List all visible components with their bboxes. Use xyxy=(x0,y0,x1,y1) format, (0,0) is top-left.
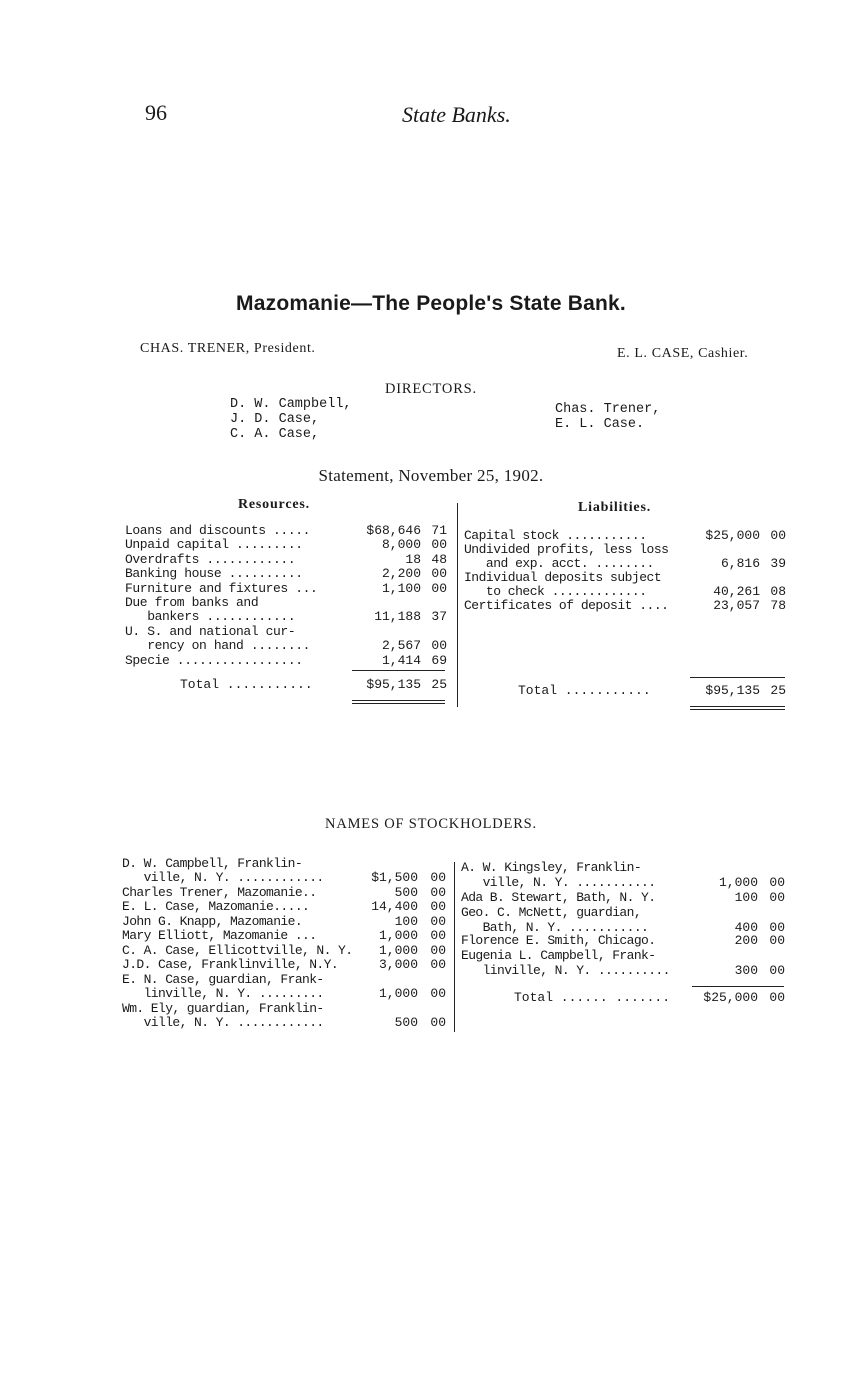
resource-row xyxy=(125,537,303,552)
liability-row xyxy=(464,528,647,543)
directors-right-list xyxy=(555,402,660,432)
resources-total-double-rule xyxy=(352,700,445,701)
stockholder-row-cents: 00 xyxy=(430,1015,446,1030)
stockholder-row-cents: 00 xyxy=(430,914,446,929)
stockholder-row xyxy=(122,899,309,914)
stockholder-row-dollars: 1,000 xyxy=(378,943,418,958)
resource-row-label: rency on hand ........ xyxy=(125,638,311,654)
stockholder-row xyxy=(122,1001,324,1016)
resource-row-cents: 00 xyxy=(431,580,447,596)
resource-row-dollars: 1,414 xyxy=(381,652,421,668)
liability-row-dollars: 40,261 xyxy=(713,584,760,599)
stockholder-row-label: Eugenia L. Campbell, Frank- xyxy=(461,948,656,963)
stockholder-row-dollars: $1,500 xyxy=(371,870,418,885)
liabilities-total-double-rule xyxy=(690,709,785,710)
liabilities-total-dollars: $95,135 xyxy=(705,683,760,698)
liability-row-label: Individual deposits subject xyxy=(464,570,662,585)
resource-row-dollars: 11,188 xyxy=(374,609,421,625)
stockholders-total-label: Total ...... ....... xyxy=(514,990,671,1005)
resources-total-rule xyxy=(352,670,445,671)
stockholder-row-label: Bath, N. Y. ........... xyxy=(461,920,649,935)
stockholder-row xyxy=(122,972,324,987)
resource-row-dollars: 1,100 xyxy=(381,580,421,596)
liabilities-total-double-rule xyxy=(690,706,785,707)
liability-row-cents: 08 xyxy=(770,584,786,599)
stockholder-row-dollars: 500 xyxy=(394,1015,418,1030)
stockholder-row-label: E. L. Case, Mazomanie..... xyxy=(122,899,310,914)
resource-row-cents: 00 xyxy=(431,566,447,582)
liabilities-total-label: Total ........... xyxy=(518,683,651,698)
stockholder-row-cents: 00 xyxy=(430,957,446,972)
resource-row-dollars: 2,567 xyxy=(381,638,421,654)
stockholder-row-label: D. W. Campbell, Franklin- xyxy=(122,856,303,871)
stockholder-row xyxy=(122,928,316,943)
stockholder-row xyxy=(461,860,641,875)
stockholder-row-label: Mary Elliott, Mazomanie ... xyxy=(122,928,317,943)
stockholder-row-label: ville, N. Y. ............ xyxy=(122,1015,324,1030)
directors-heading: DIRECTORS. xyxy=(385,381,477,397)
stockholders-column-divider xyxy=(454,862,455,1032)
stockholders-total-dollars: $25,000 xyxy=(703,990,758,1005)
stockholder-row-label: linville, N. Y. .......... xyxy=(461,963,670,978)
stockholder-row xyxy=(461,890,655,905)
running-title: State Banks. xyxy=(402,102,511,127)
resources-heading: Resources. xyxy=(238,497,310,512)
stockholder-row-dollars: 500 xyxy=(394,885,418,900)
cashier-line: E. L. CASE, Cashier. xyxy=(617,346,749,361)
resource-row-cents: 37 xyxy=(431,609,447,625)
directors-left-list xyxy=(230,397,352,442)
stockholder-row xyxy=(122,885,316,900)
stockholder-row-dollars: 400 xyxy=(734,920,758,935)
liability-row-dollars: $25,000 xyxy=(705,528,760,543)
liabilities-total xyxy=(518,683,651,698)
liability-row-label: Capital stock ........... xyxy=(464,528,647,543)
stockholder-row-dollars: 1,000 xyxy=(378,928,418,943)
stockholder-row xyxy=(461,875,655,890)
resource-row-label: Specie ................. xyxy=(125,652,303,668)
resource-row-label: Banking house .......... xyxy=(125,566,303,582)
resource-row xyxy=(125,595,258,610)
stockholder-row xyxy=(122,870,324,885)
resource-row xyxy=(125,581,317,596)
director-name: Chas. Trener, xyxy=(555,402,661,417)
resource-row-dollars: 18 xyxy=(405,551,421,567)
stockholder-row-dollars: 3,000 xyxy=(378,957,418,972)
stockholder-row-label: C. A. Case, Ellicottville, N. Y. xyxy=(122,943,353,958)
resource-row-label: Due from banks and xyxy=(125,595,259,610)
liabilities-heading: Liabilities. xyxy=(578,500,651,515)
stockholder-row-cents: 00 xyxy=(430,885,446,900)
stockholder-row-label: Wm. Ely, guardian, Franklin- xyxy=(122,1001,324,1016)
liabilities-total-rule xyxy=(690,677,785,678)
director-name: D. W. Campbell, xyxy=(230,397,352,412)
page-number: 96 xyxy=(145,100,167,125)
resource-row-dollars: 2,200 xyxy=(381,566,421,582)
statement-heading: Statement, November 25, 1902. xyxy=(318,466,544,485)
liability-row xyxy=(464,570,661,585)
stockholder-row-dollars: 100 xyxy=(734,890,758,905)
stockholder-row-dollars: 1,000 xyxy=(378,986,418,1001)
resource-row-dollars: 8,000 xyxy=(381,537,421,553)
stockholder-row-label: Ada B. Stewart, Bath, N. Y. xyxy=(461,890,656,905)
liability-row-cents: 00 xyxy=(770,528,786,543)
liability-row-dollars: 23,057 xyxy=(713,598,760,613)
stockholders-total-rule xyxy=(692,986,784,987)
stockholder-row-label: Geo. C. McNett, guardian, xyxy=(461,905,642,920)
liability-row-label: Certificates of deposit .... xyxy=(464,598,669,613)
resource-row xyxy=(125,624,295,639)
stockholder-row-cents: 00 xyxy=(769,920,785,935)
resource-row-cents: 00 xyxy=(431,638,447,654)
resource-row-dollars: $68,646 xyxy=(366,523,421,538)
stockholder-row xyxy=(122,986,324,1001)
liabilities-total-cents: 25 xyxy=(770,683,786,698)
resource-row xyxy=(125,566,303,581)
liability-row xyxy=(464,598,668,613)
director-name: E. L. Case. xyxy=(555,417,645,432)
resource-row xyxy=(125,638,310,653)
resource-row-cents: 48 xyxy=(431,551,447,567)
resource-row-label: Furniture and fixtures ... xyxy=(125,580,318,596)
stockholder-row-cents: 00 xyxy=(769,933,785,948)
resource-row xyxy=(125,609,295,624)
liability-row-dollars: 6,816 xyxy=(720,556,760,571)
stockholder-row-label: John G. Knapp, Mazomanie. xyxy=(122,914,303,929)
stockholder-row-cents: 00 xyxy=(769,963,785,978)
resources-total xyxy=(180,677,313,692)
resource-row-label: Unpaid capital ......... xyxy=(125,537,303,553)
resource-row xyxy=(125,552,295,567)
stockholder-row-dollars: 14,400 xyxy=(371,899,418,914)
stockholder-row-cents: 00 xyxy=(430,899,446,914)
statement-column-divider xyxy=(457,503,458,707)
stockholders-total xyxy=(514,990,670,1005)
director-name: C. A. Case, xyxy=(230,427,320,442)
stockholder-row xyxy=(122,914,302,929)
stockholder-row xyxy=(122,943,352,958)
stockholder-row-label: ville, N. Y. ........... xyxy=(461,875,656,890)
stockholder-row-dollars: 300 xyxy=(734,963,758,978)
bank-title: Mazomanie—The People's State Bank. xyxy=(236,292,626,315)
stockholder-row-cents: 00 xyxy=(430,870,446,885)
resource-row xyxy=(125,523,310,538)
stockholder-row-cents: 00 xyxy=(769,875,785,890)
stockholder-row xyxy=(122,957,338,972)
liability-row-label: to check ............. xyxy=(464,584,647,599)
resources-total-label: Total ........... xyxy=(180,677,313,692)
stockholder-row-label: Florence E. Smith, Chicago. xyxy=(461,933,656,948)
liability-row-cents: 39 xyxy=(770,556,786,571)
stockholder-row-cents: 00 xyxy=(430,943,446,958)
resource-row-label: Loans and discounts ..... xyxy=(125,523,311,538)
stockholder-row-cents: 00 xyxy=(430,928,446,943)
stockholder-row-dollars: 200 xyxy=(734,933,758,948)
stockholder-row xyxy=(122,1015,324,1030)
resources-total-dollars: $95,135 xyxy=(366,677,421,692)
liability-row-label: Undivided profits, less loss xyxy=(464,542,669,557)
liability-row-cents: 78 xyxy=(770,598,786,613)
liability-row xyxy=(464,556,654,571)
stockholders-heading: NAMES OF STOCKHOLDERS. xyxy=(325,816,537,832)
stockholder-row xyxy=(461,948,655,963)
president-line: CHAS. TRENER, President. xyxy=(140,341,316,356)
resource-row-label: bankers ............ xyxy=(125,609,296,625)
stockholder-row-dollars: 1,000 xyxy=(718,875,758,890)
liability-row xyxy=(464,542,668,557)
resource-row-cents: 69 xyxy=(431,652,447,668)
stockholder-row-label: J.D. Case, Franklinville, N.Y. xyxy=(122,957,339,972)
stockholders-total-cents: 00 xyxy=(769,990,785,1005)
stockholder-row xyxy=(461,933,655,948)
resource-row-cents: 71 xyxy=(431,523,447,538)
stockholder-row-cents: 00 xyxy=(769,890,785,905)
resource-row-label: U. S. and national cur- xyxy=(125,623,296,639)
stockholder-row xyxy=(461,905,641,920)
stockholder-row xyxy=(461,963,670,978)
liability-row xyxy=(464,584,647,599)
stockholder-row-dollars: 100 xyxy=(394,914,418,929)
resource-row-label: Overdrafts ............ xyxy=(125,551,296,567)
resource-row-cents: 00 xyxy=(431,537,447,553)
director-name: J. D. Case, xyxy=(230,412,320,427)
stockholder-row-cents: 00 xyxy=(430,986,446,1001)
stockholder-row-label: ville, N. Y. ............ xyxy=(122,870,324,885)
liability-row-label: and exp. acct. ........ xyxy=(464,556,654,571)
resources-total-double-rule xyxy=(352,703,445,704)
resource-row xyxy=(125,653,303,668)
stockholder-row xyxy=(122,856,302,871)
resources-total-cents: 25 xyxy=(431,677,447,692)
stockholder-row-label: E. N. Case, guardian, Frank- xyxy=(122,972,324,987)
stockholder-row-label: Charles Trener, Mazomanie.. xyxy=(122,885,317,900)
stockholder-row-label: linville, N. Y. ......... xyxy=(122,986,324,1001)
stockholder-row-label: A. W. Kingsley, Franklin- xyxy=(461,860,642,875)
